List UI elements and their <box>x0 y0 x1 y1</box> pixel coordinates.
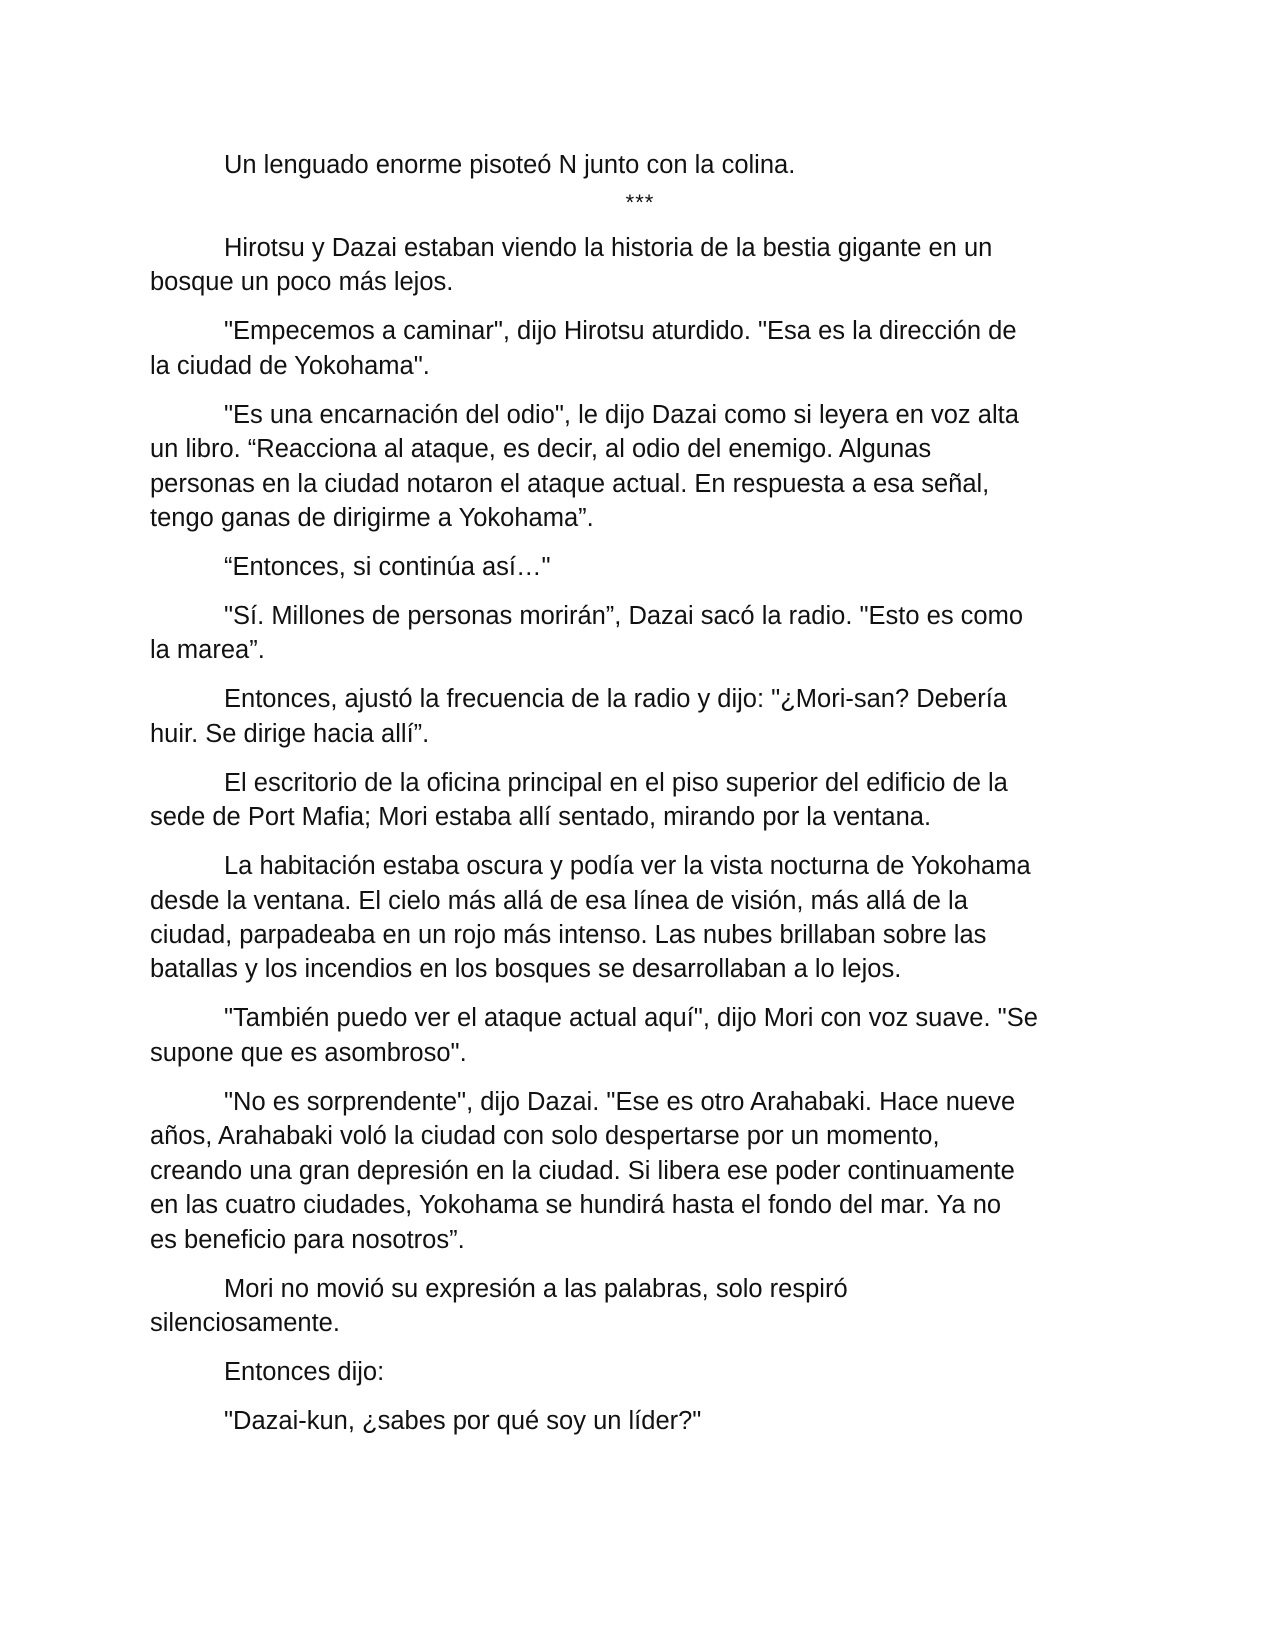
paragraph <box>150 849 1130 987</box>
text-line: bosque un poco más lejos. <box>150 268 454 297</box>
text-line: "También puedo ver el ataque actual aquí", dijo Mori con voz suave. "Se <box>224 1004 1038 1033</box>
text-line: silenciosamente. <box>150 1308 340 1337</box>
paragraph-list <box>150 231 1130 1438</box>
text-line: Entonces, ajustó la frecuencia de la radio y dijo: "¿Mori-san? Debería <box>224 685 1007 714</box>
text-line: "Es una encarnación del odio", le dijo Dazai como si leyera en voz alta <box>224 400 1019 429</box>
text-line: “Entonces, si continúa así…" <box>224 553 551 582</box>
text-line: "No es sorprendente", dijo Dazai. "Ese es otro Arahabaki. Hace nueve <box>224 1087 1016 1116</box>
opening-paragraph <box>150 148 1130 182</box>
text-line: personas en la ciudad notaron el ataque actual. En respuesta a esa señal, <box>150 469 990 498</box>
paragraph <box>150 1001 1130 1070</box>
scene-separator: *** <box>625 190 655 215</box>
text-line: "Empecemos a caminar", dijo Hirotsu aturdido. "Esa es la dirección de <box>224 317 1017 346</box>
paragraph <box>150 231 1130 300</box>
paragraph <box>150 1085 1130 1257</box>
text-line: Mori no movió su expresión a las palabras, solo respiró <box>224 1274 848 1303</box>
text-line: desde la ventana. El cielo más allá de esa línea de visión, más allá de la <box>150 886 968 915</box>
text-line: ciudad, parpadeaba en un rojo más intenso. Las nubes brillaban sobre las <box>150 921 987 950</box>
text-line: supone que es asombroso". <box>150 1038 467 1067</box>
text-line: la marea”. <box>150 636 265 665</box>
text-line: Hirotsu y Dazai estaban viendo la historia de la bestia gigante en un <box>224 234 993 262</box>
text-line: El escritorio de la oficina principal en el piso superior del edificio de la <box>224 768 1008 797</box>
text-line: la ciudad de Yokohama". <box>150 351 430 380</box>
text-line: Un lenguado enorme pisoteó N junto con la colina. <box>224 151 796 179</box>
paragraph <box>150 1272 1130 1341</box>
text-line: creando una gran depresión en la ciudad. Si libera ese poder continuamente <box>150 1156 1015 1185</box>
document-body <box>150 148 1130 1453</box>
paragraph <box>150 1355 1130 1389</box>
text-line: La habitación estaba oscura y podía ver la vista nocturna de Yokohama <box>224 852 1031 881</box>
paragraph <box>150 1404 1130 1438</box>
text-line: huir. Se dirige hacia allí”. <box>150 719 430 748</box>
text-line: "Dazai-kun, ¿sabes por qué soy un líder?" <box>224 1406 702 1435</box>
text-line: batallas y los incendios en los bosques se desarrollaban a lo lejos. <box>150 955 902 984</box>
paragraph <box>150 398 1130 536</box>
text-line: Entonces dijo: <box>224 1357 385 1386</box>
text-line: es beneficio para nosotros”. <box>150 1225 465 1254</box>
paragraph <box>150 599 1130 668</box>
text-line: tengo ganas de dirigirme a Yokohama”. <box>150 504 594 533</box>
text-line: un libro. “Reacciona al ataque, es decir, al odio del enemigo. Algunas <box>150 435 932 464</box>
paragraph <box>150 682 1130 751</box>
text-line: sede de Port Mafia; Mori estaba allí sentado, mirando por la ventana. <box>150 803 932 832</box>
paragraph <box>150 766 1130 835</box>
paragraph <box>150 314 1130 383</box>
text-line: en las cuatro ciudades, Yokohama se hundirá hasta el fondo del mar. Ya no <box>150 1191 1002 1220</box>
paragraph <box>150 550 1130 584</box>
text-line: años, Arahabaki voló la ciudad con solo despertarse por un momento, <box>150 1122 940 1151</box>
text-line: "Sí. Millones de personas morirán”, Dazai sacó la radio. "Esto es como <box>224 602 1024 631</box>
